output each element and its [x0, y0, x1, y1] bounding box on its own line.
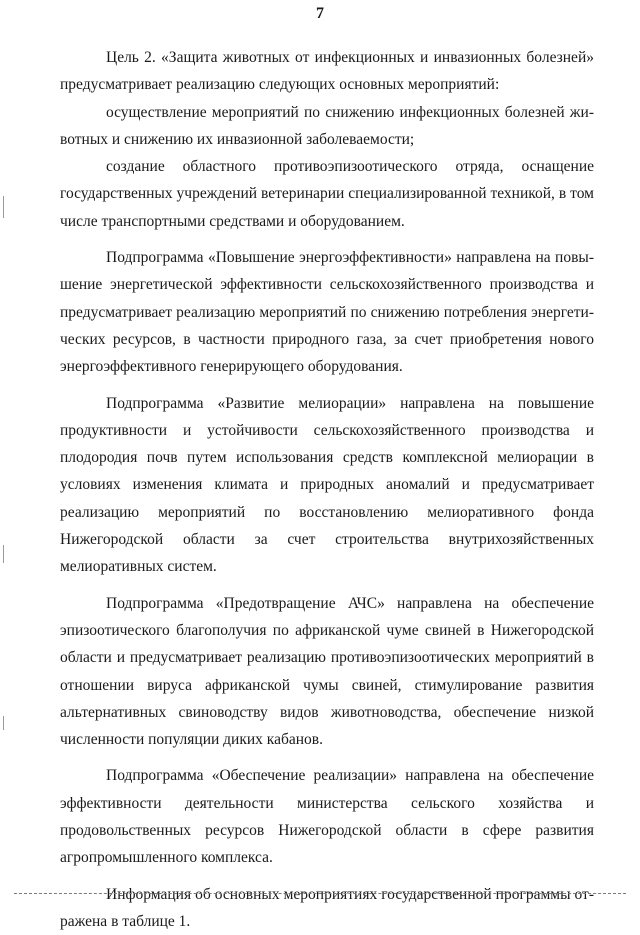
scan-margin-mark: [3, 196, 4, 218]
scan-margin-mark: [3, 716, 4, 730]
scan-margin-mark: [3, 545, 4, 563]
paragraph-asf-prevention: Подпрограмма «Предотвращение АЧС» направлена на обеспечение эпизоотического благополучия по африканской чуме свиней в Нижегородской области и предусматривает реализацию противоэпизоотических мероприятий в отношении вируса африканской чумы свиней, стимулирование развития альтернативных свиноводству видов животноводства, обеспечение низкой численности популяции диких кабанов.: [60, 594, 594, 749]
scan-bottom-edge: [14, 893, 626, 894]
paragraph-table-reference: Информация об основных мероприятиях государственной программы отражена в таблице 1.: [60, 885, 594, 930]
paragraph-energy-efficiency: Подпрограмма «Повышение энергоэффективности» направлена на повышение энергетической эффективности сельскохозяйственного производства и предусматривает реализацию мероприятий по снижению потребления энергетических ресурсов, в частности природного газа, за счет приобретения нового энергоэффективного генерирующего оборудования.: [60, 249, 594, 376]
paragraph-implementation: Подпрограмма «Обеспечение реализации» направлена на обеспечение эффективности деятельности министерства сельского хозяйства и продовольственных ресурсов Нижегородской области в сфере развития агропромышленного комплекса.: [60, 767, 594, 867]
paragraph-goal-2: Цель 2. «Защита животных от инфекционных и инвазионных болезней» предусматривает реализацию следующих основных мероприятий:: [60, 49, 594, 94]
paragraph-activity-infection: осуществление мероприятий по снижению инфекционных болезней животных и снижению их инвазионной заболеваемости;: [60, 103, 594, 148]
document-body: [60, 44, 594, 935]
paragraph-melioration: Подпрограмма «Развитие мелиорации» направлена на повышение продуктивности и устойчивости сельскохозяйственного производства и плодородия почв путем использования средств комплексной мелиорации в условиях изменения климата и природных аномалий и предусматривает реализацию мероприятий по восстановлению мелиоративного фонда Нижегородской области за счет строительства внутрихозяйственных мелиоративных систем.: [60, 394, 594, 576]
page-number: 7: [316, 5, 324, 22]
paragraph-activity-detachment: создание областного противоэпизоотического отряда, оснащение государственных учреждений ветеринарии специализированной техникой, в том числе транспортными средствами и оборудованием.: [60, 158, 594, 230]
